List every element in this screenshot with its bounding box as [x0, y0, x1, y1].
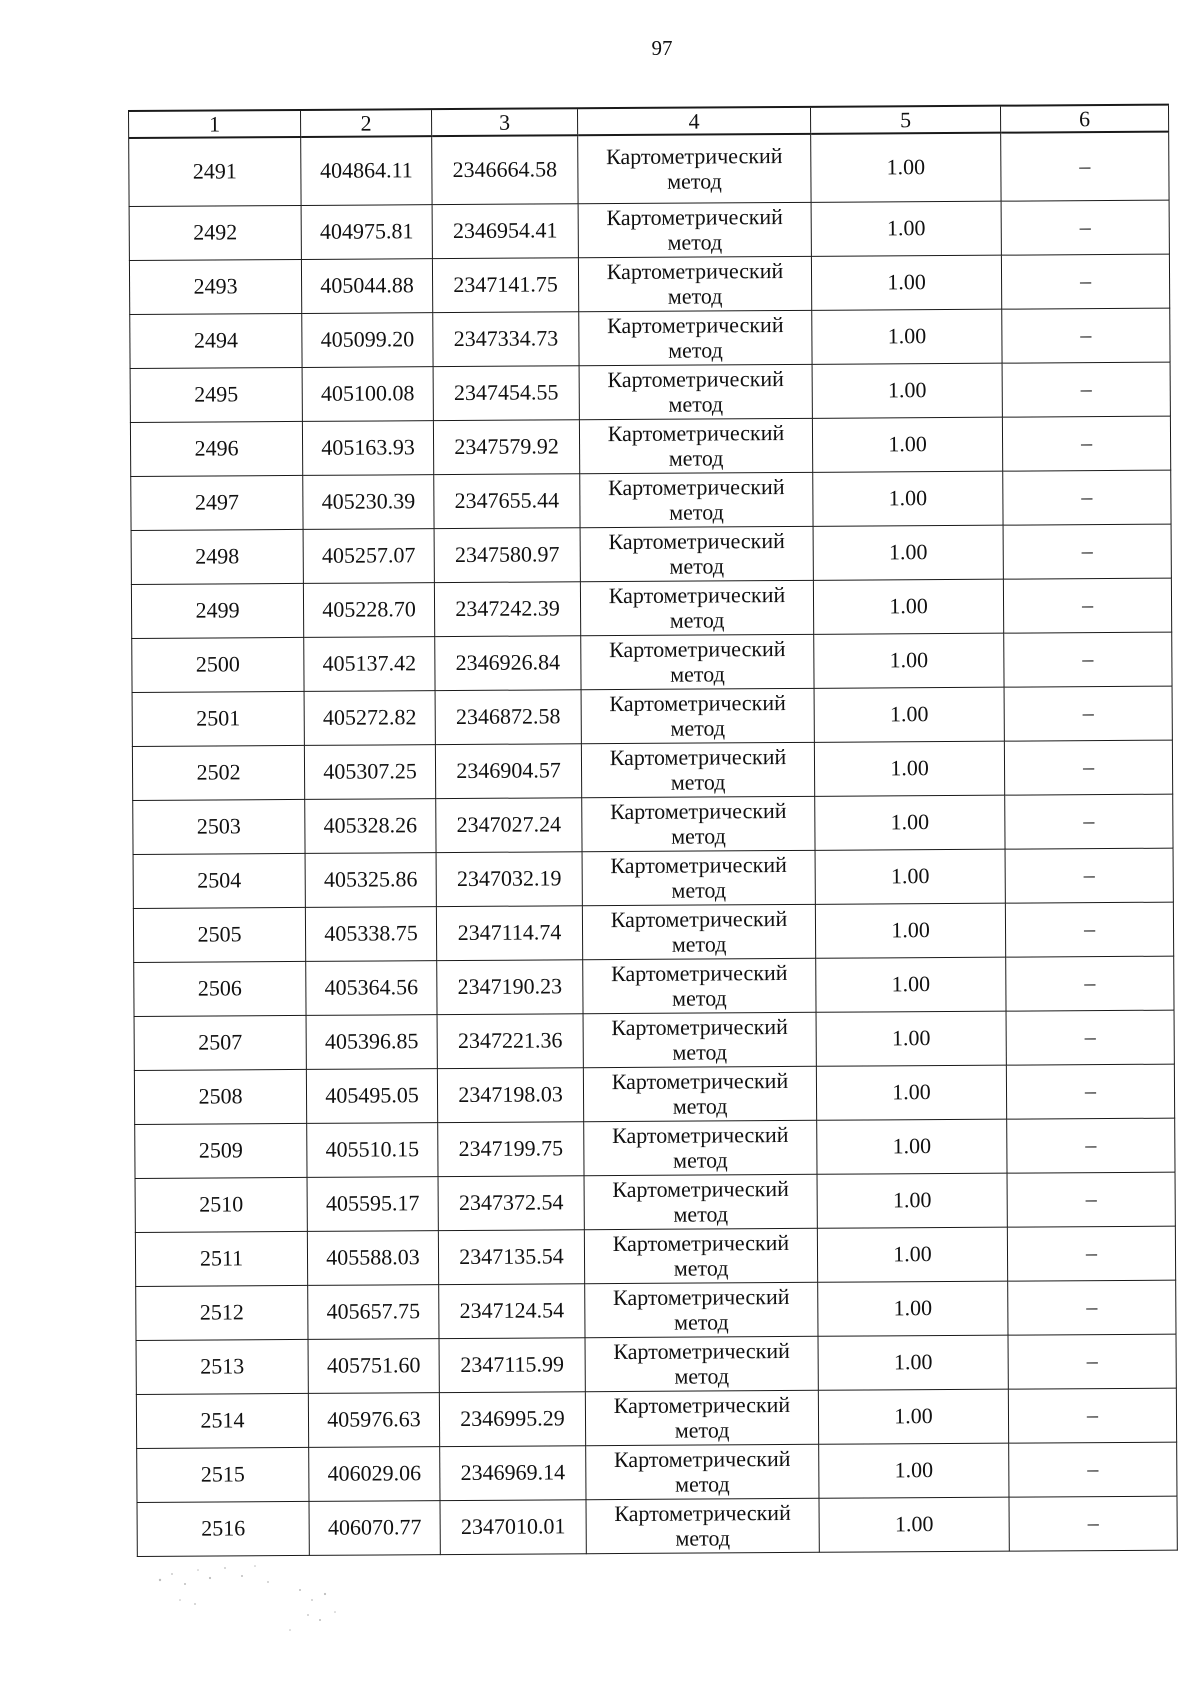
method-line-1: Картометрический: [613, 1391, 791, 1419]
method-cell: [583, 1066, 816, 1121]
note-cell: –: [1001, 254, 1169, 309]
y-coordinate-cell: 2347114.74: [436, 905, 582, 960]
accuracy-cell: 1.00: [817, 1173, 1007, 1228]
accuracy-cell: 1.00: [814, 633, 1004, 688]
method-line-1: Картометрический: [611, 1121, 789, 1149]
note-cell: –: [1007, 1118, 1175, 1173]
note-cell: –: [1001, 200, 1169, 255]
accuracy-cell: 1.00: [816, 957, 1006, 1012]
method-line-1: Картометрический: [609, 689, 786, 717]
method-line-1: Картометрический: [609, 743, 787, 771]
table-row: [130, 308, 1170, 368]
method-line-2: метод: [667, 283, 723, 309]
note-cell: –: [1005, 848, 1173, 903]
x-coordinate-cell: 405328.26: [305, 798, 436, 853]
method-line-1: Картометрический: [614, 1499, 791, 1527]
table-row: [134, 1010, 1174, 1070]
method-cell: [578, 202, 811, 257]
note-cell: –: [1006, 956, 1174, 1011]
method-line-1: Картометрический: [608, 635, 786, 663]
x-coordinate-cell: 405100.08: [302, 366, 433, 421]
accuracy-cell: 1.00: [813, 579, 1003, 634]
x-coordinate-cell: 405751.60: [308, 1338, 439, 1393]
method-line-2: метод: [667, 229, 723, 255]
y-coordinate-cell: 2347372.54: [438, 1175, 584, 1230]
point-number-cell: 2498: [131, 529, 303, 584]
x-coordinate-cell: 405657.75: [308, 1284, 439, 1339]
y-coordinate-cell: 2346995.29: [439, 1391, 585, 1446]
method-cell: [582, 796, 815, 851]
method-line-1: Картометрический: [608, 581, 786, 609]
method-line-2: метод: [671, 931, 727, 957]
x-coordinate-cell: 405230.39: [303, 474, 434, 529]
note-cell: –: [1008, 1388, 1176, 1443]
accuracy-cell: 1.00: [812, 417, 1002, 472]
point-number-cell: 2509: [135, 1123, 307, 1178]
method-cell: [578, 134, 811, 203]
note-cell: –: [1002, 362, 1170, 417]
y-coordinate-cell: 2347124.54: [439, 1283, 585, 1338]
method-line-2: метод: [670, 769, 726, 795]
table-row: [131, 524, 1171, 584]
y-coordinate-cell: 2347141.75: [432, 257, 578, 312]
table-row: [129, 200, 1169, 260]
y-coordinate-cell: 2347199.75: [438, 1121, 584, 1176]
method-cell: [581, 688, 814, 743]
method-cell: [585, 1336, 818, 1391]
table-row: [132, 686, 1172, 746]
point-number-cell: 2496: [130, 421, 302, 476]
table-row: [134, 956, 1174, 1016]
y-coordinate-cell: 2347221.36: [437, 1013, 583, 1068]
accuracy-cell: 1.00: [816, 1011, 1006, 1066]
x-coordinate-cell: 405588.03: [307, 1230, 438, 1285]
method-cell: [580, 526, 813, 581]
method-line-1: Картометрический: [607, 419, 785, 447]
y-coordinate-cell: 2347190.23: [437, 959, 583, 1014]
x-coordinate-cell: 404864.11: [301, 136, 432, 205]
method-line-2: метод: [672, 1039, 728, 1065]
point-number-cell: 2494: [130, 313, 302, 368]
table-row: [135, 1118, 1175, 1178]
method-line-2: метод: [674, 1309, 729, 1335]
x-coordinate-cell: 405595.17: [307, 1176, 438, 1231]
y-coordinate-cell: 2346969.14: [440, 1445, 586, 1500]
column-header: 1: [129, 110, 301, 138]
x-coordinate-cell: 405338.75: [305, 906, 436, 961]
method-cell: [579, 364, 812, 419]
method-line-1: Картометрический: [612, 1229, 790, 1257]
note-cell: –: [1009, 1442, 1177, 1497]
method-cell: [579, 418, 812, 473]
y-coordinate-cell: 2347655.44: [434, 473, 580, 528]
y-coordinate-cell: 2347010.01: [440, 1499, 586, 1554]
point-number-cell: 2495: [130, 367, 302, 422]
accuracy-cell: 1.00: [817, 1227, 1007, 1282]
coordinates-table: [128, 104, 1178, 1557]
table-row: [137, 1442, 1177, 1502]
note-cell: –: [1007, 1226, 1175, 1281]
accuracy-cell: 1.00: [815, 903, 1005, 958]
table-row: [135, 1172, 1175, 1232]
y-coordinate-cell: 2346904.57: [435, 743, 581, 798]
method-cell: [584, 1174, 817, 1229]
method-line-1: Картометрический: [607, 473, 785, 501]
accuracy-cell: 1.00: [816, 1065, 1006, 1120]
point-number-cell: 2511: [135, 1231, 307, 1286]
accuracy-cell: 1.00: [814, 687, 1004, 742]
note-cell: –: [1009, 1496, 1177, 1551]
method-line-2: метод: [674, 1417, 730, 1443]
column-header: 3: [432, 108, 578, 136]
table-row: [129, 254, 1169, 314]
y-coordinate-cell: 2347032.19: [436, 851, 582, 906]
note-cell: –: [1005, 794, 1173, 849]
method-cell: [578, 256, 811, 311]
note-cell: –: [1008, 1280, 1176, 1335]
method-cell: [585, 1282, 818, 1337]
method-line-2: метод: [672, 1093, 728, 1119]
note-cell: –: [1006, 1064, 1174, 1119]
method-line-2: метод: [675, 1525, 731, 1551]
method-line-1: Картометрический: [608, 527, 785, 555]
table-row: [129, 132, 1169, 206]
note-cell: –: [1003, 524, 1171, 579]
method-line-2: метод: [668, 337, 723, 363]
method-line-2: метод: [669, 607, 725, 633]
accuracy-cell: 1.00: [814, 741, 1004, 796]
table-row: [130, 362, 1170, 422]
method-cell: [583, 958, 816, 1013]
point-number-cell: 2491: [129, 137, 301, 206]
method-line-2: метод: [673, 1201, 729, 1227]
accuracy-cell: 1.00: [818, 1281, 1008, 1336]
scan-artifact: [150, 1560, 380, 1640]
point-number-cell: 2497: [131, 475, 303, 530]
y-coordinate-cell: 2346926.84: [435, 635, 581, 690]
y-coordinate-cell: 2347027.24: [436, 797, 582, 852]
table-row: [133, 848, 1173, 908]
x-coordinate-cell: 405272.82: [304, 690, 435, 745]
x-coordinate-cell: 405325.86: [305, 852, 436, 907]
x-coordinate-cell: 404975.81: [301, 204, 432, 259]
point-number-cell: 2506: [134, 961, 306, 1016]
x-coordinate-cell: 405099.20: [302, 312, 433, 367]
y-coordinate-cell: 2347579.92: [433, 419, 579, 474]
method-line-2: метод: [669, 499, 724, 525]
table-row: [136, 1280, 1176, 1340]
x-coordinate-cell: 405307.25: [304, 744, 435, 799]
method-cell: [580, 580, 813, 635]
accuracy-cell: 1.00: [811, 255, 1001, 310]
method-line-1: Картометрический: [610, 905, 788, 933]
method-cell: [585, 1390, 818, 1445]
accuracy-cell: 1.00: [817, 1119, 1007, 1174]
x-coordinate-cell: 406029.06: [309, 1446, 440, 1501]
x-coordinate-cell: 405257.07: [303, 528, 434, 583]
accuracy-cell: 1.00: [813, 471, 1003, 526]
method-cell: [579, 310, 812, 365]
method-line-1: Картометрический: [612, 1283, 790, 1311]
method-cell: [584, 1120, 817, 1175]
x-coordinate-cell: 405510.15: [307, 1122, 438, 1177]
note-cell: –: [1004, 632, 1172, 687]
method-line-2: метод: [672, 985, 727, 1011]
accuracy-cell: 1.00: [815, 849, 1005, 904]
method-line-1: Картометрический: [606, 258, 784, 285]
method-line-1: Картометрический: [612, 1175, 789, 1203]
note-cell: –: [1005, 902, 1173, 957]
note-cell: –: [1006, 1010, 1174, 1065]
method-cell: [582, 904, 815, 959]
method-line-2: метод: [670, 715, 726, 741]
y-coordinate-cell: 2347334.73: [433, 311, 579, 366]
x-coordinate-cell: 405495.05: [306, 1068, 437, 1123]
y-coordinate-cell: 2347242.39: [434, 581, 580, 636]
note-cell: –: [1008, 1334, 1176, 1389]
method-line-1: Картометрический: [607, 365, 784, 393]
method-line-2: метод: [673, 1255, 729, 1281]
y-coordinate-cell: 2346872.58: [435, 689, 581, 744]
x-coordinate-cell: 405364.56: [306, 960, 437, 1015]
method-line-2: метод: [671, 877, 727, 903]
method-line-1: Картометрический: [611, 1013, 788, 1041]
accuracy-cell: 1.00: [812, 309, 1002, 364]
method-cell: [586, 1444, 819, 1499]
column-header: 2: [301, 109, 432, 137]
y-coordinate-cell: 2346954.41: [432, 203, 578, 258]
table-row: [131, 470, 1171, 530]
table-row: [137, 1496, 1177, 1556]
table-row: [130, 416, 1170, 476]
table-row: [133, 902, 1173, 962]
point-number-cell: 2504: [133, 853, 305, 908]
y-coordinate-cell: 2347115.99: [439, 1337, 585, 1392]
method-cell: [584, 1228, 817, 1283]
point-number-cell: 2512: [136, 1285, 308, 1340]
accuracy-cell: 1.00: [818, 1335, 1008, 1390]
table-row: [132, 740, 1172, 800]
point-number-cell: 2508: [134, 1069, 306, 1124]
accuracy-cell: 1.00: [813, 525, 1003, 580]
method-line-2: метод: [668, 445, 724, 471]
method-line-2: метод: [667, 168, 722, 194]
method-line-2: метод: [669, 553, 725, 579]
method-line-2: метод: [670, 661, 725, 687]
table-row: [136, 1334, 1176, 1394]
method-line-1: Картометрический: [613, 1337, 790, 1365]
note-cell: –: [1007, 1172, 1175, 1227]
table-row: [132, 632, 1172, 692]
point-number-cell: 2503: [133, 799, 305, 854]
method-line-2: метод: [671, 823, 726, 849]
table-row: [133, 794, 1173, 854]
table-row: [134, 1064, 1174, 1124]
accuracy-cell: 1.00: [818, 1389, 1008, 1444]
note-cell: –: [1002, 308, 1170, 363]
accuracy-cell: 1.00: [812, 363, 1002, 418]
x-coordinate-cell: 405228.70: [303, 582, 434, 637]
method-cell: [581, 742, 814, 797]
accuracy-cell: 1.00: [819, 1443, 1009, 1498]
y-coordinate-cell: 2347580.97: [434, 527, 580, 582]
method-line-1: Картометрический: [606, 204, 783, 231]
table-row: [136, 1388, 1176, 1448]
accuracy-cell: 1.00: [811, 133, 1001, 202]
point-number-cell: 2500: [132, 637, 304, 692]
column-header: 5: [810, 106, 1000, 134]
point-number-cell: 2502: [132, 745, 304, 800]
note-cell: –: [1004, 686, 1172, 741]
x-coordinate-cell: 405163.93: [302, 420, 433, 475]
point-number-cell: 2514: [136, 1393, 308, 1448]
table-row: [131, 578, 1171, 638]
point-number-cell: 2510: [135, 1177, 307, 1232]
x-coordinate-cell: 405976.63: [308, 1392, 439, 1447]
y-coordinate-cell: 2347198.03: [437, 1067, 583, 1122]
point-number-cell: 2505: [133, 907, 305, 962]
accuracy-cell: 1.00: [819, 1497, 1009, 1552]
method-cell: [580, 472, 813, 527]
method-line-1: Картометрический: [610, 851, 787, 879]
column-header: 4: [577, 107, 810, 135]
x-coordinate-cell: 405137.42: [304, 636, 435, 691]
method-line-2: метод: [668, 391, 724, 417]
method-line-1: Картометрический: [605, 143, 783, 170]
method-line-1: Картометрический: [611, 1067, 789, 1095]
point-number-cell: 2499: [131, 583, 303, 638]
point-number-cell: 2507: [134, 1015, 306, 1070]
note-cell: –: [1004, 740, 1172, 795]
method-cell: [586, 1498, 819, 1553]
point-number-cell: 2513: [136, 1339, 308, 1394]
method-cell: [583, 1012, 816, 1067]
note-cell: –: [1002, 416, 1170, 471]
x-coordinate-cell: 406070.77: [309, 1500, 440, 1555]
method-line-1: Картометрический: [613, 1445, 791, 1473]
y-coordinate-cell: 2347135.54: [438, 1229, 584, 1284]
point-number-cell: 2516: [137, 1501, 309, 1556]
accuracy-cell: 1.00: [815, 795, 1005, 850]
method-line-1: Картометрический: [606, 311, 784, 339]
page-number: 97: [651, 36, 673, 60]
accuracy-cell: 1.00: [811, 201, 1001, 256]
method-line-2: метод: [675, 1471, 730, 1497]
x-coordinate-cell: 405044.88: [301, 258, 432, 313]
table-body: [129, 132, 1178, 1556]
point-number-cell: 2492: [129, 205, 301, 260]
method-cell: [582, 850, 815, 905]
note-cell: –: [1003, 578, 1171, 633]
table-row: [135, 1226, 1175, 1286]
method-cell: [581, 634, 814, 689]
point-number-cell: 2501: [132, 691, 304, 746]
y-coordinate-cell: 2346664.58: [432, 135, 578, 204]
method-line-1: Картометрический: [610, 959, 788, 987]
column-header: 6: [1000, 105, 1168, 133]
point-number-cell: 2493: [129, 259, 301, 314]
note-cell: –: [1001, 132, 1169, 201]
x-coordinate-cell: 405396.85: [306, 1014, 437, 1069]
method-line-2: метод: [673, 1147, 728, 1173]
note-cell: –: [1003, 470, 1171, 525]
method-line-1: Картометрический: [609, 797, 787, 825]
point-number-cell: 2515: [137, 1447, 309, 1502]
y-coordinate-cell: 2347454.55: [433, 365, 579, 420]
method-line-2: метод: [674, 1363, 730, 1389]
